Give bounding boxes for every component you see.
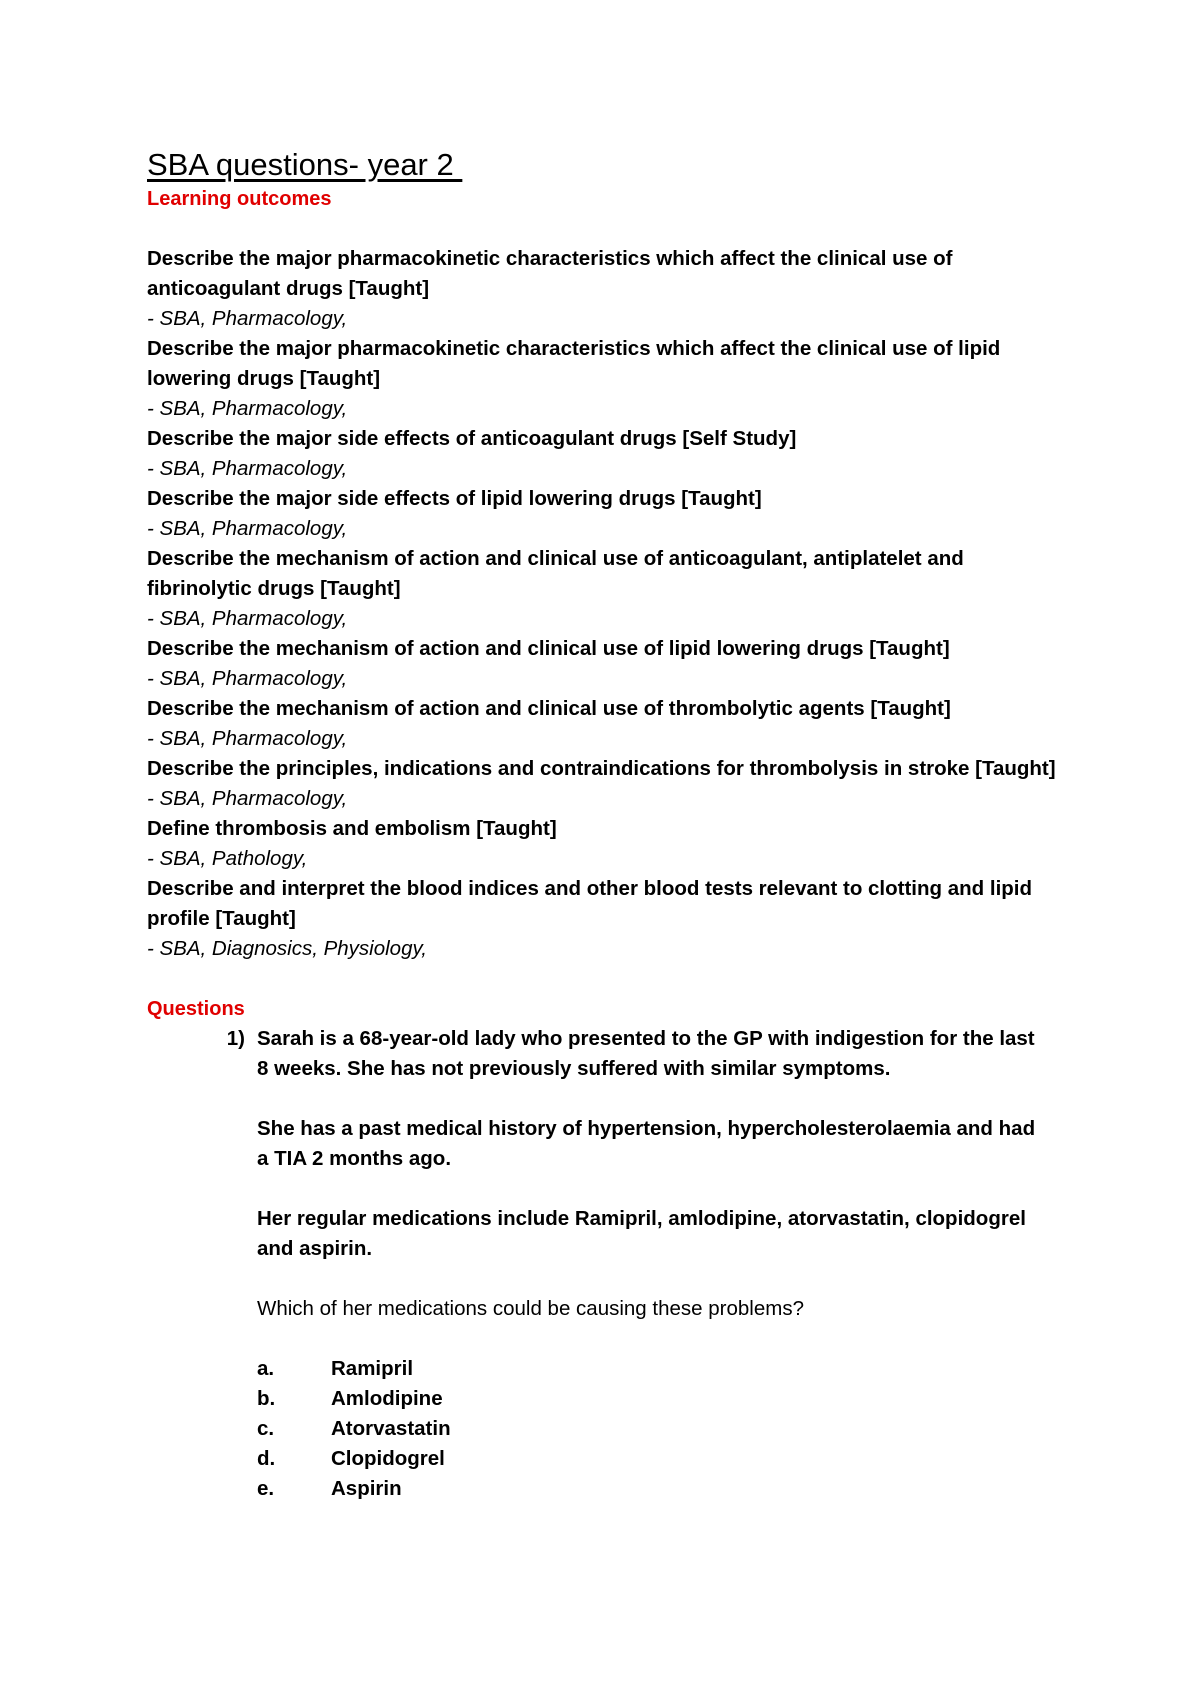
option-letter: a. [257,1357,275,1380]
option-letter: b. [257,1387,276,1410]
question-prompt: Which of her medications could be causing these problems? [257,1297,804,1320]
option-letter: d. [257,1447,276,1470]
option-text: Amlodipine [331,1387,443,1410]
outcome-tag: - SBA, Diagnosics, Physiology, [147,937,427,960]
outcome-tag: - SBA, Pathology, [147,847,308,870]
learning-outcomes-list [147,244,1067,964]
outcome-tag: - SBA, Pharmacology, [147,457,348,480]
question-stem-paragraph: Her regular medications include Ramipril, amlodipine, atorvastatin, clopidogrel and aspirin. [257,1207,1026,1260]
outcome-text: Describe the major pharmacokinetic characteristics which affect the clinical use of lipid lowering drugs [Taught] [147,337,1001,390]
question-stem-paragraph: Sarah is a 68-year-old lady who presented to the GP with indigestion for the last 8 weeks. She has not previously suffered with similar symptoms. [257,1027,1035,1080]
outcome-text: Define thrombosis and embolism [Taught] [147,817,557,840]
option-letter: e. [257,1477,275,1500]
question-item [147,1024,1067,1504]
outcome-tag: - SBA, Pharmacology, [147,607,348,630]
document-title: SBA questions- year 2 [147,147,463,182]
answer-option[interactable] [257,1414,1047,1444]
outcome-tag: - SBA, Pharmacology, [147,727,348,750]
outcome-tag: - SBA, Pharmacology, [147,667,348,690]
question-body [257,1024,1067,1504]
option-text: Clopidogrel [331,1447,445,1470]
answer-options [257,1354,1047,1504]
learning-outcomes-heading: Learning outcomes [147,188,332,210]
answer-option[interactable] [257,1384,1047,1414]
question-number: 1) [226,1027,245,1050]
outcome-text: Describe and interpret the blood indices and other blood tests relevant to clotting and lipid profile [Taught] [147,877,1033,930]
outcome-text: Describe the mechanism of action and clinical use of anticoagulant, antiplatelet and fibrinolytic drugs [Taught] [147,547,964,600]
outcome-tag: - SBA, Pharmacology, [147,517,348,540]
option-text: Ramipril [331,1357,414,1380]
answer-option[interactable] [257,1474,1047,1504]
outcome-tag: - SBA, Pharmacology, [147,397,348,420]
outcome-text: Describe the mechanism of action and clinical use of thrombolytic agents [Taught] [147,697,951,720]
document-content [147,146,1067,1504]
outcome-text: Describe the major side effects of lipid lowering drugs [Taught] [147,487,762,510]
option-letter: c. [257,1417,275,1440]
option-text: Aspirin [331,1477,402,1500]
answer-option[interactable] [257,1444,1047,1474]
option-text: Atorvastatin [331,1417,451,1440]
outcome-text: Describe the principles, indications and contraindications for thrombolysis in stroke [Taught] [147,757,1056,780]
outcome-text: Describe the major pharmacokinetic characteristics which affect the clinical use of anticoagulant drugs [Taught] [147,247,953,300]
outcome-tag: - SBA, Pharmacology, [147,307,348,330]
outcome-text: Describe the major side effects of anticoagulant drugs [Self Study] [147,427,797,450]
question-stem-paragraph: She has a past medical history of hypertension, hypercholesterolaemia and had a TIA 2 months ago. [257,1117,1036,1170]
outcome-tag: - SBA, Pharmacology, [147,787,348,810]
outcome-text: Describe the mechanism of action and clinical use of lipid lowering drugs [Taught] [147,637,950,660]
questions-heading: Questions [147,998,245,1020]
answer-option[interactable] [257,1354,1047,1384]
